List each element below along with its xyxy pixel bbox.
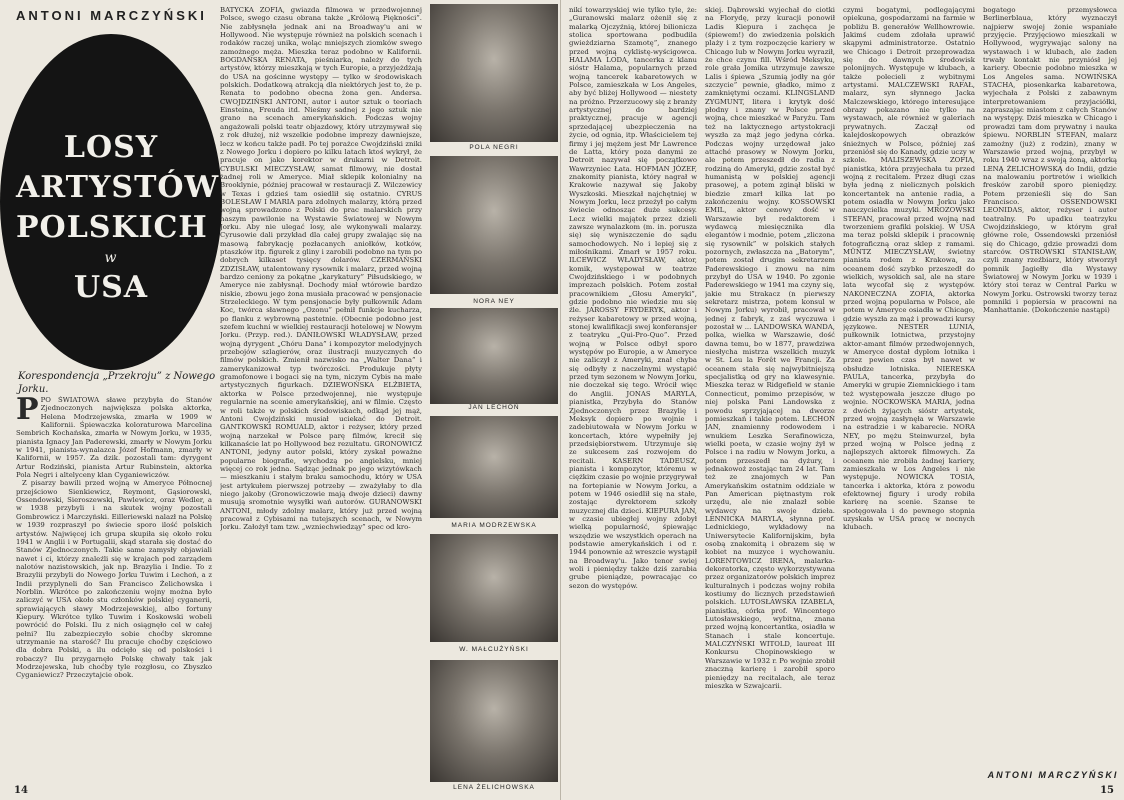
lead-paragraph xyxy=(16,396,212,479)
title-line-3: POLSKICH xyxy=(16,210,208,245)
right-col2-paragraph: skiej. Dąbrowski wyjechał do ciotki na Florydę, przy kuracji ponowił Ladis Kiepura i zachęca je (śpiewem!) do zwiedzenia polskich plaży i z tym rozpoczęcie kariery w Chicago lub w Nowym Jorku wyraził, że chce czynu fill. Wśród Meksyku, role grała Jomika utrzymuje zawsze Lalis i śpiewa „Szumią jodły na gór szczycie” pewnie, gładko, mimo z zamkniętymi oczami. KLINGSLAND ZYGMUNT, litera i krytyk dość płodny i znany w Polsce przed wojną, chce mieszkać w Paryżu. Tam też na laktycznego artystokracji wyszła za mąż jego jedyna córka. Podczas wojny urzędował jako attaché prasowy w Nowym Jorku, ale potem przeszedł do radia z rodziną do Ameryki, gdzie został być humanistą w polskiej agencji prasowej, a potem zginął bliski w biedzie zmarł kilka lat po zakończeniu wojny. KOSSOWSKI EMIL, aktor cenowy dość w Warszawie był redaktorem i wydawcą miesięcznika dla elegantów i modnie, potem „zliczona się rysownik” w polskich stałych pozornych, zwłaszcza na „Batorym”, potem został drugim sekretarzem Paderewskiego i znowu na nim przybył do USA w 1940. Po zgonie Paderewskiego w 1941 ma czyny się, jakie mu Strakacz (n pierwszy sekretarz mistrza, potem konsul w Nowym Jorku) wyrobił, pracował w jednej z fabryk, z zaś wyczuwa i pozostał w ... LANDOWSKA WANDA, polka, wielka w Warszawie, dość dawna temu, bo w 1877, prawdziwa niesłycha mistrza wszelkich muzyk w St. Leu la Forêt we Francji. Za oceanem stała się najwybitniejszą specjalistką od gry na klawesynie. Mieszka teraz w Ridgefield w stanie Connecticut, pomimo przepisów, w niej polska Pani Landowska z powodu sprzyjającej na dworze pomieszkań i takie potem. LECHOŃ JAN, znamienny rodowodem i wnukiem Leszka Serafinowicza, wielki poeta, w czasie wojny żył w Polsce i na radiu w Nowym Jorku, a potem przeszedł na dyżury, i jednakowoż zostając tam 24 lat. Tam też ze znajomych w Pan Amerykańskim ostatnim oddziale w Pan American piętnastym rok urzędu, ale nie znalazł sobie wydawcy na swoje dzieła. LENNICKA MARYLA, słynna prof. Lednickiego, wykładowy na Uniwersytecie Kalifornijskim, była osobą znakomitą i obrazem się w kobiet na muzyce i wychowaniu. LORENTOWICZ IRENA, malarka-dekoratorka, często wykorzystywana przez organizatorów polskich imprez kulturalnych i podczas wojny robiła kostiumy do licznych przedstawień polskich. LUTOSŁAWSKA IZABELA, pianistka, córka prof. Wincentego Lutosławskiego, wybitna, znana przed wojną koncertantka, osiadła w Stanach i stale koncertuje. MALCZYŃSKI WITOLD, laureat III Konkursu Chopinowskiego w Warszawie w 1932 r. Po wojnie zrobił znaczną karierę i zarobił sporo pieniędzy na recitalach, ale teraz mieszka w Szwajcarii. xyxy=(705,6,835,690)
caption-maria-modrzewska: MARIA MODRZEWSKA xyxy=(451,522,537,529)
col2-paragraph: BATYCKA ZOFIA, gwiazda filmowa w przedwojennej Polsce, swego czasu obrana także „Królową Piękności”. Nie zabłysnęła jednak ani na Broadway'u ani w Hollywood. Nie występuje również na polskich scenach i rodaków raczej unika, woląc mniejszych ziomków swego zamożnego męża. Mieszka teraz podobno w Kalifornii. BOGDAŃSKA RENATA, pieśniarka, należy do tych artystów, którzy mieszkają w tych Europie, a przyjeżdżają do USA na gościnne występy — tylko w środowiskach polskich. Dodatkową atrakcją dla niektórych jest to, że p. Renata to podobno obecna żona gen. Andersa. CWOJDZIŃSKI ANTONI, autor i autor sztuk o teoriach Einsteina, Freuda itd. Nieśmy sadnej z jego sztuk nie grano na scenach amerykańskich. Podczas wojny angażowali polski teatr objazdowy, który utrzymywał się z rok dłużej, niż wszelkie podobne imprezy dawniejsze, lecz w końcu także padł. Po tej porażce Cwojdziński zniki z Nowego Jorku i dopiero po kilku latach ktoś wykrył, że pracuje on jako korektor w drukarni w Detroit. CYBULSKI MIECZYSŁAW, samat filmowy, nie dostał żadnej roli w Ameryce. Miał sklepik kolonialny na Brooklynie, później pracował w restauracji Z. Wilczewicy w Texas i gdzieś tam osiedlił się ostatnio. CYRUS BOLESŁAW I MARIA para zdolnych malarzy, którą przed wojną sprowadzono z Polski do prac malarskich przy naszym pawilonie na Wystawie Światowej w Nowym Jorku. Aby nie ulegać losy, ale wykonywali malarzy. Cyrusowie dali przykład dla całej grupy zwalając się na masową fabrykację pozłacanych aniołków, kotków, ptaszków itp. figurek z gliny i zarobili podobno na tym po dobrych kilkaset tysięcy dolarów. CZERMAŃSKI ZDZISŁAW, utalentowany rysownik i malarz, przed wojną bardzo cenionу za pokątne „karykatury” Piłsudskiego, w Ameryce nie zabłysnął. Dochody miał wtórowie bardzo niskie, zbowu jego żona musiała pracować w pensjonacie Strzeleckiego. W tym pensjonacie były pułkownik Adam Koc, twórca sławnego „Ozonu” pełnił funkcje kucharza, po flanku z wybrowną pastetnie. (Obecnie podobno jest szefem kuchni w wielkiej restauracji hotelowej w Nowym Jorku. (Przyp. red.). DANIŁOWSKI WŁADYSŁAW, przed wojną dyrygent „Chóru Dana” i kompozytor melodyjnych przebojów szlagierów, oraz ilustracji muzycznych do filmów polskich. Zmienił nazwisko na „Walter Dana” i zamerykanizował typ twórczości. Produkuje płyty gramofonowe i bogaci się na tym, niczym Cybis na małe artystycznych figurkach. DZIEWOŃSKA ELŻBIETA, aktorka w Polsce przedwojennej, nie występuje regularnie na scenie amerykańskiej, ani w filmie. Często w roli także w polskich środowiskach, odkąd jej mąż, Antoni Cwojdziński musiał uciekać do Detroit. GANTKOWSKI ROMUALD, aktor i reżyser, który przed wojną narzekał w Polsce parę filmów, krecił się kilkanaście lat po Hollywood bez rezultatu. GRONOWICZ ANTONI, jedyny autor polski, który zyskał poważne popularne biografie, wychodzą po angielsku, mniej więcej co rok jedna. Sądząc jednak po jego wizytówkach — mieszkaniu i stałym braku samochodu, który w USA jest artykułem pierwszej potrzeby — zważyłaby to dla niego jakoby (Gronowiczowie mają dwoje dzieci) dawny musują sromotnie wysyłki wań autorów. GURANOWSKI ANTONI, młody zdolny malarz, który już przed wojną pracował z Cybisami na tutejszych scenach, w Nowym Jorku. Założył tam tzw. „wzniechwiedząy” spec od kro- xyxy=(220,6,422,532)
col1-paragraph: Z pisarzy bawili przed wojną w Ameryce Północnej przejściowo Sienkiewicz, Reymont, Gąsiorowski, Ossendowski, Sieroszewski, Pawlewicz, oraz Wedler, a w 1938 przybyli i na skutek wojny pozostali Gombrowicz i Marczyński. Eilleriewski nalazł na Polskę w 1939 rozpraszył po świecie sporo ilość polskich artystów. Najwięcej ich grupa skupiła się około roku 1941 w Anglii i w Portugalii, skąd starała się dostać do Stanów Zjednoczonych. Takie same zamysły objawiali nawet i ci, którzy znaleźli się w krajach pod zarządem nalotów nazistowskich, jak np. Brazylia i Indie. To z Brazylii przybyli do Nowego Jorku Tuwim i Lechoń, a z Indii przyplyneli do San Francisco Żelichowska i Norblin. Wkrótce po zakończeniu wojny można było zaliczyć w USA około stu członków polskiej cyganerii, sprawiających sławy Modrzejewskiej, albo fortuny Kiepury. Wkrótce tylko Tuwim i Koskowski wobeli powrócić do Polski. Ilu z nich osiągnęło cel w całej pełni? Ilu zabezpieczyło sobie choćby skromne utrzymanie na starość? Ilu pracuje choćby częściowo dla dobra Polski, a ilu odcięło się od polskości i robaczy? Ilu przygarnęło Polskę chwały tak jak Modrzejewska, lub choćby tyle rozgłosu, co Zbyszko Cyganiewicz? Przeczytajcie obok. xyxy=(16,479,212,680)
right-page xyxy=(561,0,1124,800)
title-line-1: LOSY xyxy=(63,130,159,165)
title-line-4: w xyxy=(104,250,118,266)
article-subtitle: Korespondencja „Przekroju” z Nowego Jorku. xyxy=(18,371,216,395)
left-page xyxy=(0,0,561,800)
photo-w-malczyski xyxy=(430,534,558,642)
right-column-4 xyxy=(983,6,1117,766)
right-column-2 xyxy=(705,6,835,788)
photo-pola-negri xyxy=(430,4,558,142)
photo-nora-ney xyxy=(430,156,558,294)
caption-nora-ney: NORA NEY xyxy=(473,298,515,305)
right-col4-paragraph: bogatego przemysłowca Berlinerblaua, który wyznaczył najpierw swojej żonie wspaniałe przyjęcie. Przyjęciowo mieszkali w Hollywood, wygrywając salony na wystawach i w klubach, ale żaden trwały kontakt nie przyniósł jej kariery. Obecnie podobno mieszka w Los Angeles sama. NOWIŃSKA STACHA, piosenkarka kabaretowa, wyjechała z Polski z zabawnym interpretowaniem przyjaciółki, zapraszając miastom z całych Stanów na występy. Dziś mieszka w Chicago i prowadzi tam dom prywatny i nauka śpiewu. NORBLIN STEFAN, malarz zamożny (już) z rodzin), znany w Warszawie przed wojną, przybył w roku 1940 wraz z swoją żoną, aktorką LENĄ ŻELICHOWSKĄ do Indii, gdzie na malowaniu portretów i wielkich fresków zarobił sporo pieniędzy. Potem przenieśli się do San Francisco. OSSENDOWSKI LEONIDAS, aktor, reżyser i autor teatralny. Po upadku teatrzyku Cwojdzińskiego, w którym grał główne role, Ossendowski przeniósł się do Chicago, gdzie prowadzi dom starców. OSTROWSKI STANISŁAW, czyli znany rzeźbiarz, który stworzył pomnik Jagiełły dla Wystawy Światowej w Nowym Jorku w 1939 i który stoi teraz w Central Parku w Nowym Jorku. Ostrowski tworzy teraz pomniki i popiersia w pracowni na Manhattanie. (Dokończenie nastąpi) xyxy=(983,6,1117,315)
drop-cap: P xyxy=(16,396,39,427)
right-column-3 xyxy=(843,6,975,788)
caption-pola-negri: POLA NEGRI xyxy=(469,144,519,151)
page-number-left: 14 xyxy=(14,785,28,796)
signature: ANTONI MARCZYŃSKI xyxy=(987,770,1119,780)
caption-jan-lechon: JAN LECHOŃ xyxy=(468,404,520,411)
caption-w-malczyski: W. MAŁCUŻYŃSKI xyxy=(459,646,529,653)
right-column-1 xyxy=(569,6,697,788)
right-col3-paragraph: czymi bogatymi, podlegającymi opiekuna, gospodarzami na farmie w pobliżu B. generałów Wellhowrowie. Jakimś cudem zdołała uprawić skąpymi administratorze. Ostatnio we Chicago i Detroit przeprowadza się do dawnych środowisk polonijnych. Występuje w klubach, a także polecieli z wybitnymi artystami. MALCZEWSKI RAFAŁ, malarz, syn słynnego Jacka Malczewskiego, którego interesujące obrazy pokazano nie tylko na wystawach, ale również w galeriach prywatnych. Zaczął od kalejdoskopowych obrazków śnieżnych w Polsce, później zaś przeniósł się do Kanady, gdzie uczy w szkole. MALISZEWSKA ZOFIA, pianistka, która przyjechała tu przed wojną z recitalem. Przez długi czas była jedną z nielicznych polskich koncertantek na antenie radia, a potem osiadła w Nowym Jorku jako nauczycielka muzyki. MROZOWSKI STEFAN, pracował przed wojną nad tworzeniem grafiki polskiej. W USA ma teraz polski sklepik i pracownię fotograficzną oraz sklep z ramami. MÜNTZ MIECZYSŁAW, świetny pianista rodem z Krakowa, za oceanem dość szybko przeszedł do wielkich, wysokich sal, ale na stare lata wycofał się z występów. NAKONECZNA ZOFIA, aktorka przed wojną popularna w Polsce, ale potem w Ameryce osiadła w Chicago, gdzie wyszła za mąż i prowadzi kursy językowe. NESTER LUNIA, pułkownik lotnictwa, przystojny aktor-amant filmów przedwojennych, w Ameryce dostał dyplom lotnika i przez pewien czas był nawet w obsłudze lotniska. NIERESKA PAULA, tancerka, przybyła do Ameryki w grupie Ziemnickiego i tam też występowała jeszcze długo po wojnie. NOCKOWSKA MARIA, jedna z dwóch żyjących sióstr artystek, przed wojną zasłynęła w Warszawie na estradzie i w kabarecie. NORA NEY, po mężu Steinwurzel, była przed wojną w Polsce jedną z najlepszych aktorek filmowych. Za oceanem nie zrobiła żadnej kariery, zamieszkała w Los Angeles i nie występuje. NOWICKA TOSIA, tancerka i aktorka, która z powodu efektownej figury i urody robiła karierę na scenie. Szanse te spotęgowała i do pewnego stopnia uzyskała w USA pracę w nocnych klubach. xyxy=(843,6,975,532)
page-number-right: 15 xyxy=(1100,785,1114,796)
photo-jan-lechon xyxy=(430,308,558,404)
author-header: ANTONI MARCZYŃSKI xyxy=(16,8,207,23)
photo-maria-modrzewska xyxy=(430,416,558,518)
lead-text: PO ŚWIATOWA sławe przybyła do Stanów Zjednoczonych największa polska aktorka, Helena Modrzejewska, zmarła w 1909 w Kalifornii. Śpiewaczka koloraturowa Marcelina Sembrich Kochańska, zmarła w Nowym Jorku, w 1935, pianista Ignacy Jan Paderewski, zmarły w Nowym Jorku w 1941, pianista-wynalazca Józef Hofmann, zmarły w Kalifornii, w 1957. Za dzik. pozostali tam: dyrygent Artur Rodziński, pianista Artur Rubinstein, aktorka Pola Negri i altelyceny klan Cyganiewiczów. xyxy=(16,396,212,480)
lead-column xyxy=(16,396,212,794)
title-line-5: USA xyxy=(73,270,149,305)
title-line-2: ARTYSTÓW xyxy=(16,170,220,205)
right-col1-paragraph: nikí towarzyskiej wie tylko tyle, że: „Guranowski malarz ożenił się z malarką Ojczyźnią, której bilionicza stolica sportowana podbudila gwieżdziarna Szamotę”, znanego przed wojną cyklistę-wyścigowca. HALAMA LODA, tancerka z klanu sióstr Halama, popularnych przed wojną tancerek kabaretowych w Polsce, zamieszkała w Los Angeles, aby być bliżej Hollywood — niestety na próżno. Przerzucowy się z branży artystycznej do bardziej praktycznej, pracuje w agencji sprzedającej ubezpieczenia na życie, od ognia, itp. Właścicielem tej firmy i jej mężem jest Mr Lawrence de Latta, który poza danymi ze Detroit nazywał się początkowo Wawrzyniec Łata. HOFMAN JÓZEF, znakomity pianista, który nagrał w Krakowie nazywał się Jakoby Wyszkoski. Mieszkał najchętniej w Nowym Jorku, lecz przeżył po całym świecie odnosząc duże sukcesy. Lecz wielki majątek przez dzieli zawsze wynalazkom (m. in. porusza się) się wyniszczenie do sądu samochodowych. No i lepiej się z miłośnikami. Zmarł w 1957 roku. ILCEWICZ WŁADYSŁAW, aktor, komik, występował w teatrze Cwojdzińskiego i w podobnych imprezach polskich. Potem został pracownikiem „Głosu Ameryki”, gdzie podobno nie wiedzie mu się źle. JAROSSY FRYDERYK, aktor i reżyser kabaretowy w przed wojną, stonej kwalifikacji swej konferansjer z teatryku „Qui-Pro-Quo”. Przed wojną w Polsce odbył sporo występów po Europie, a w Ameryce nie zaliczył z Ameryki, znał chyba się odbyły z naczelnymi wystąpić przed tym sezonem w Nowym Jorku, nie doczekał się tego. Wrócił więc do Anglii. JONAS MARYLA, pianistka, Przybyła do Stanów Zjednoczonych przez Brazylię i Meksyk dopiero po wojnie i zadebiutowała w Nowym Jorku w koncertach, które wypełniły jej przedsiębiorstwem. Utrzymuje się ze sukcesem zaś rozwojem do recitali. KASERN TADEUSZ, pianista i kompozytor, któremu w ciężkim czasie po wojnie przygrywał na fortepianie w Nowym Jorku, a potem w 1946 osiedlił się na stałe, zostając dyrektorem szkoły muzycznej dla dzieci. KIEPURA JAN, w czasie ubiegłej wojny zdobył wielką popularność, śpiewając wszędzie we wszystkich operach na podstawie amerykańskich i od r. 1944 ponownie aż wreszcie wystąpił na Broadway'u. Jako tenor swiej woli i pieniędzy także dziś zarabia grube pieniądze, powracając co sezon do występów. xyxy=(569,6,697,590)
left-column-2 xyxy=(220,6,422,790)
photo-lena-zelichowska xyxy=(430,660,558,782)
caption-lena-zelichowska: LENA ŻELICHOWSKA xyxy=(453,784,535,791)
article-title xyxy=(16,128,220,308)
